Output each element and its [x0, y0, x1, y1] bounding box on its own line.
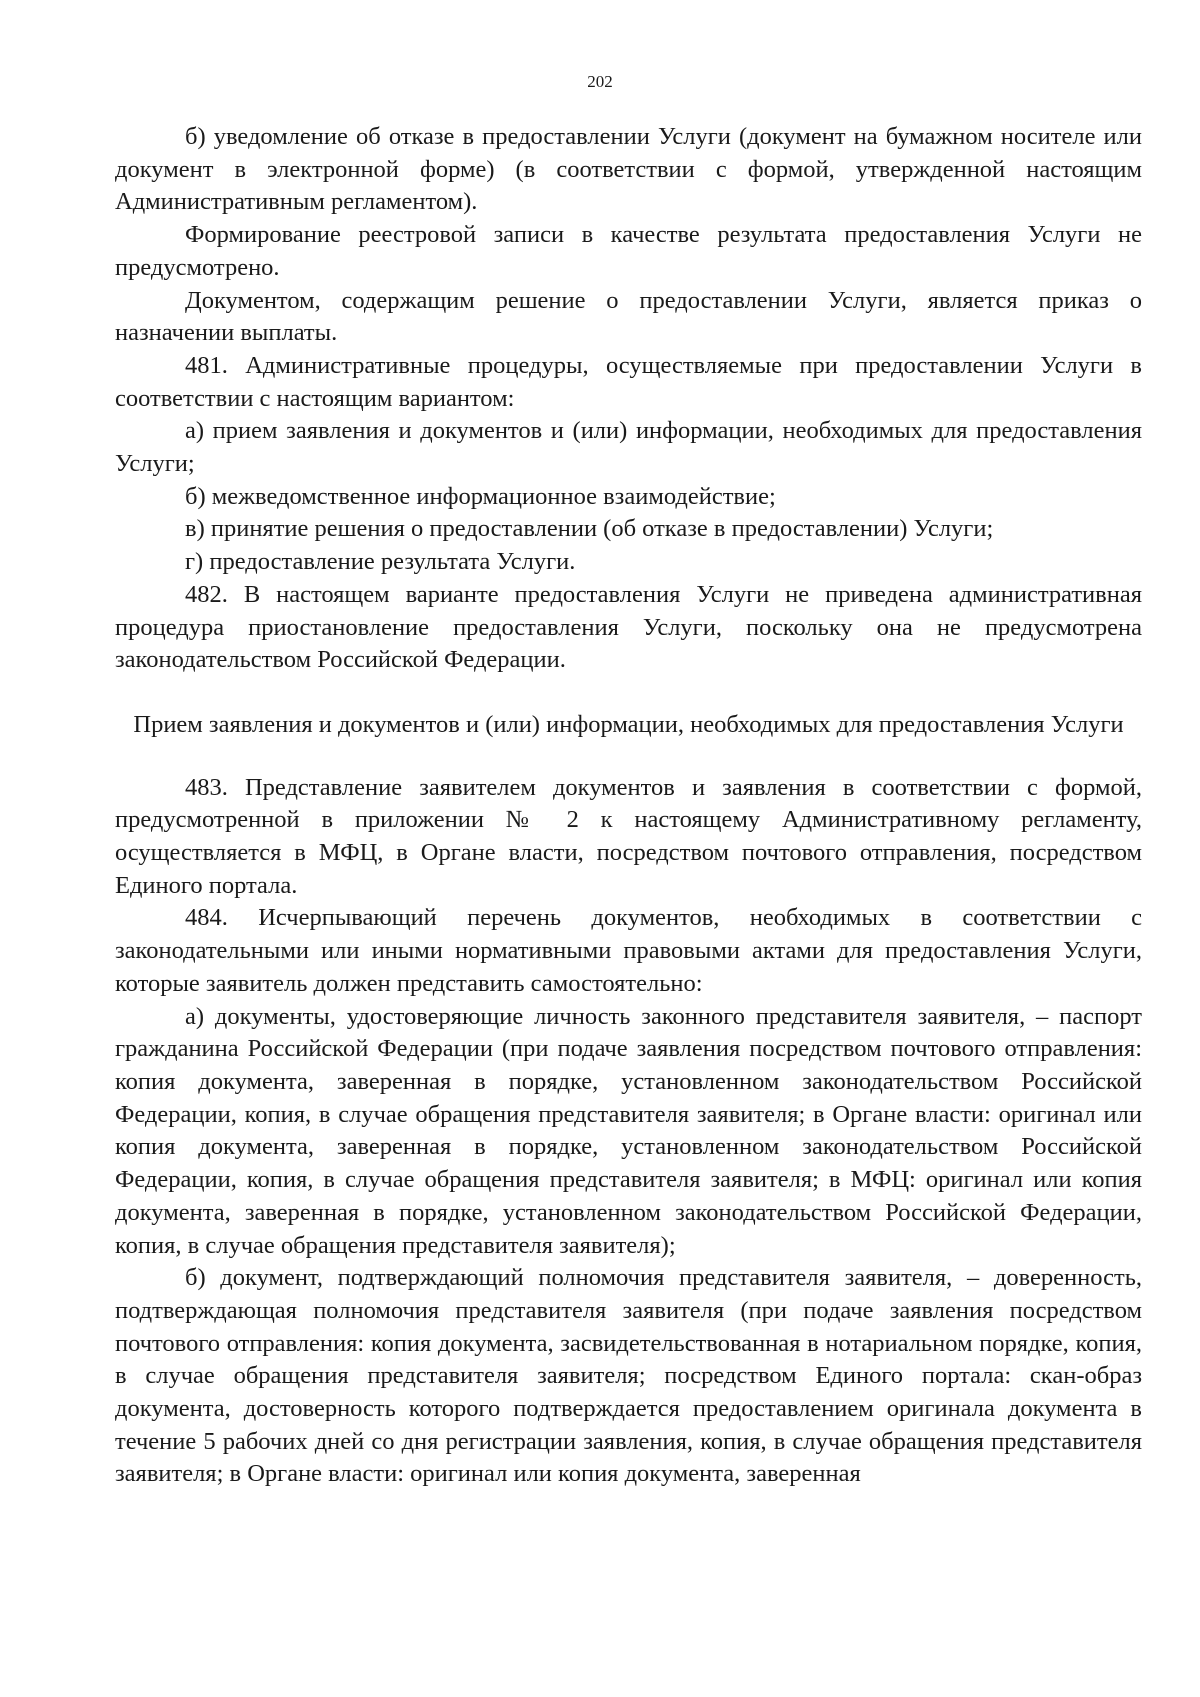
paragraph-decision-document: Документом, содержащим решение о предоставлении Услуги, является приказ о назначении выплаты.	[115, 286, 1142, 347]
document-body	[115, 121, 1142, 1491]
list-item-g: г) предоставление результата Услуги.	[185, 548, 576, 576]
paragraph-484-item-a: а) документы, удостоверяющие личность законного представителя заявителя, – паспорт гражданина Российской Федерации (при подаче заявления посредством почтового отправления: копия документа, заверенная в порядке, установленном законодательством Российской Федерации, копия, в случае обращения представителя заявителя; в Органе власти: оригинал или копия документа, заверенная в порядке, установленном законодательством Российской Федерации, копия, в случае обращения представителя заявителя; в МФЦ: оригинал или копия документа, заверенная в порядке, установленном законодательством Российской Федерации, копия, в случае обращения представителя заявителя);	[115, 1002, 1142, 1259]
section-heading: Прием заявления и документов и (или) информации, необходимых для предоставления Услуги	[133, 710, 1124, 738]
paragraph-484: 484. Исчерпывающий перечень документов, необходимых в соответствии с законодательными или иными нормативными правовыми актами для предоставления Услуги, которые заявитель должен представить самостоятельно:	[115, 904, 1142, 997]
paragraph-result-refusal-notice: б) уведомление об отказе в предоставлении Услуги (документ на бумажном носителе или документ в электронной форме) (в соответствии с формой, утвержденной настоящим Административным регламентом).	[115, 123, 1142, 216]
list-item-a: а) прием заявления и документов и (или) информации, необходимых для предоставления Услуги;	[115, 417, 1142, 478]
paragraph-483: 483. Представление заявителем документов и заявления в соответствии с формой, предусмотренной в приложении № 2 к настоящему Административному регламенту, осуществляется в МФЦ, в Органе власти, посредством почтового отправления, посредством Единого портала.	[115, 773, 1142, 899]
list-item-v: в) принятие решения о предоставлении (об отказе в предоставлении) Услуги;	[185, 515, 994, 543]
paragraph-482: 482. В настоящем варианте предоставления Услуги не приведена административная процедура приостановление предоставления Услуги, поскольку она не предусмотрена законодательством Российской Федерации.	[115, 580, 1142, 674]
page-number: 202	[587, 72, 613, 91]
list-item-b: б) межведомственное информационное взаимодействие;	[185, 482, 776, 510]
paragraph-registry-record: Формирование реестровой записи в качестве результата предоставления Услуги не предусмотрено.	[115, 221, 1142, 281]
paragraph-484-item-b: б) документ, подтверждающий полномочия представителя заявителя, – доверенность, подтверждающая полномочия представителя заявителя (при подаче заявления посредством почтового отправления: копия документа, засвидетельствованная в нотариальном порядке, копия, в случае обращения представителя заявителя; посредством Единого портала: скан-образ документа, достоверность которого подтверждается предоставлением оригинала документа в течение 5 рабочих дней со дня регистрации заявления, копия, в случае обращения представителя заявителя; в Органе власти: оригинал или копия документа, заверенная	[115, 1264, 1142, 1488]
paragraph-481: 481. Административные процедуры, осуществляемые при предоставлении Услуги в соответствии с настоящим вариантом:	[115, 351, 1142, 412]
